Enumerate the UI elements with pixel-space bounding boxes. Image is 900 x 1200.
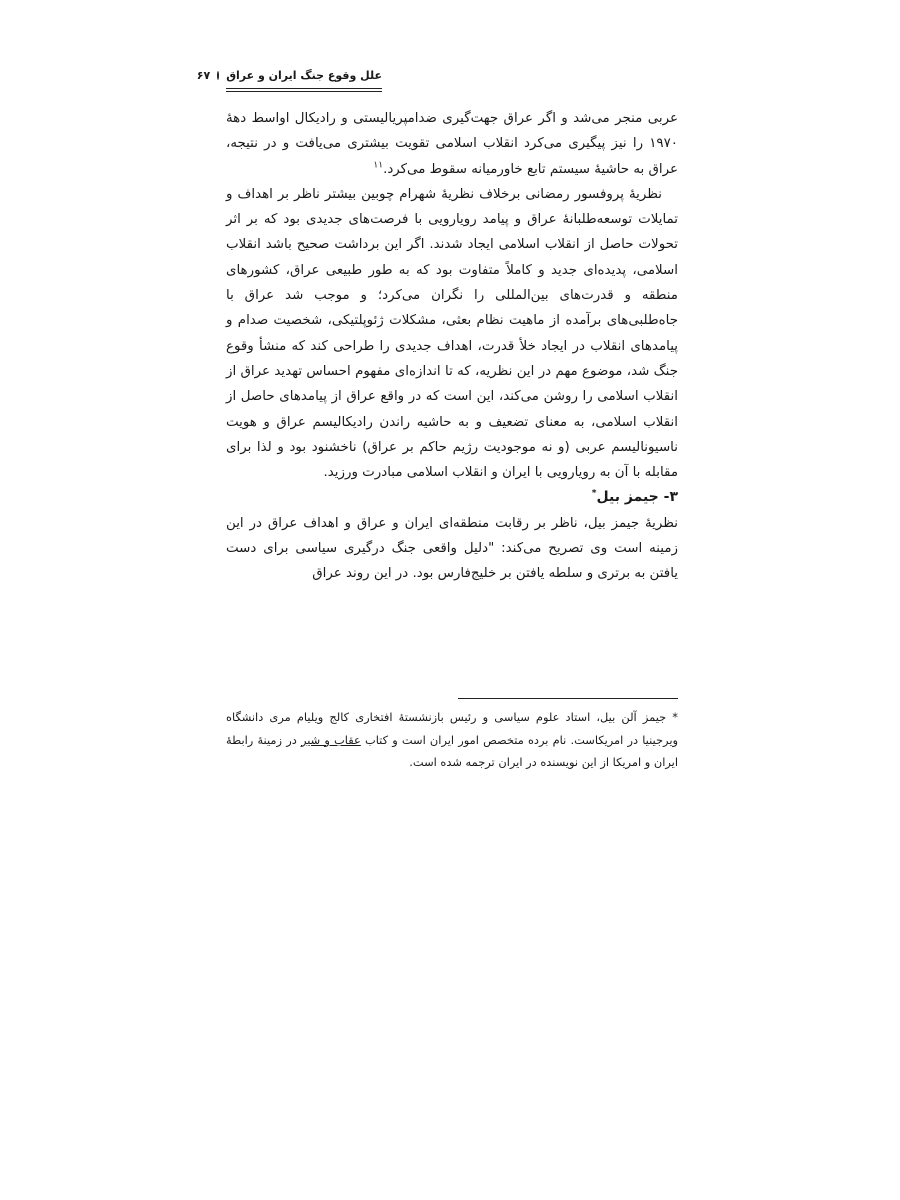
paragraph-1-text: عربی منجر می‌شد و اگر عراق جهت‌گیری ضدامپریالیستی و رادیکال اواسط دهۀ ۱۹۷۰ را نیز پیگیری می‌کرد انقلاب اسلامی تقویت بیشتری می‌یافت و در نتیجه، عراق به حاشیۀ سیستم تابع خاورمیانه سقوط می‌کرد.: [226, 111, 678, 177]
paragraph-2: نظریۀ پروفسور رمضانی برخلاف نظریۀ شهرام چوبین بیشتر ناظر بر اهداف و تمایلات توسعه‌طلبانۀ عراق و پیامد رویارویی با فرصت‌های جدیدی بود که بر اثر تحولات حاصل از انقلاب اسلامی ایجاد شدند. اگر این برداشت صحیح باشد انقلاب اسلامی، پدیده‌ای جدید و کاملاً متفاوت بود که به طور طبیعی عراق، کشورهای منطقه و قدرت‌های بین‌المللی را نگران می‌کرد؛ و موجب شد عراق با جاه‌طلبی‌های برآمده از ماهیت نظام بعثی، مشکلات ژئوپلتیکی، شخصیت صدام و پیامدهای انقلاب در ایجاد خلأ قدرت، اهداف جدیدی را طراحی کند که منشأ وقوع جنگ شد، موضوع مهم در این نظریه، که تا اندازه‌ای مفهوم احساس تهدید عراق از انقلاب اسلامی را روشن می‌کند، این است که در واقع عراق از پیامدهای حاصل از انقلاب اسلامی، به معنای تضعیف و به حاشیه راندن رادیکالیسم عراق و هویت ناسیونالیسم عربی (و نه موجودیت رژیم حاکم بر عراق) ناخشنود بود و لذا برای مقابله با آن به رویارویی با ایران و انقلاب اسلامی مبادرت ورزید.: [226, 186, 678, 481]
footnote-book-title: عقاب و شیر: [300, 732, 361, 747]
footnote-part-1: * جیمز آلن بیل، استاد علوم سیاسی و رئیس بازنشستۀ افتخاری کالج ویلیام مری دانشگاه ویرجینیا در امریکاست. نام برده متخصص امور ایران است و کتاب: [226, 710, 678, 747]
running-header: [196, 62, 382, 88]
section-heading-text: ۳- جیمز بیل: [596, 489, 678, 506]
footnote-separator: [458, 698, 678, 699]
header-rule-bottom: [226, 91, 382, 92]
paragraph-3: نظریۀ جیمز بیل، ناظر بر رقابت منطقه‌ای ایران و عراق و اهداف عراق در این زمینه است وی تصریح می‌کند: "دلیل واقعی جنگ درگیری سیاسی برای دست یافتن به برتری و سلطه یافتن بر خلیج‌فارس بود. در این روند عراق: [226, 515, 678, 582]
footnote-mark: *: [591, 488, 597, 499]
footnote-text: [226, 706, 678, 774]
page-number: ۶۷: [196, 68, 211, 82]
footnote-part-2: در زمینۀ رابطۀ ایران و امریکا از این نویسنده در ایران ترجمه شده است.: [226, 732, 678, 769]
paragraph-1: [226, 106, 678, 182]
endnote-ref: ۱۱: [373, 160, 384, 171]
main-text: [226, 106, 678, 587]
section-heading: [226, 485, 678, 510]
circle-ornament-icon: [217, 71, 219, 80]
header-title: علل وقوع جنگ ایران و عراق: [226, 68, 382, 82]
footnote: [226, 706, 678, 774]
header-rule-top: [226, 88, 382, 89]
